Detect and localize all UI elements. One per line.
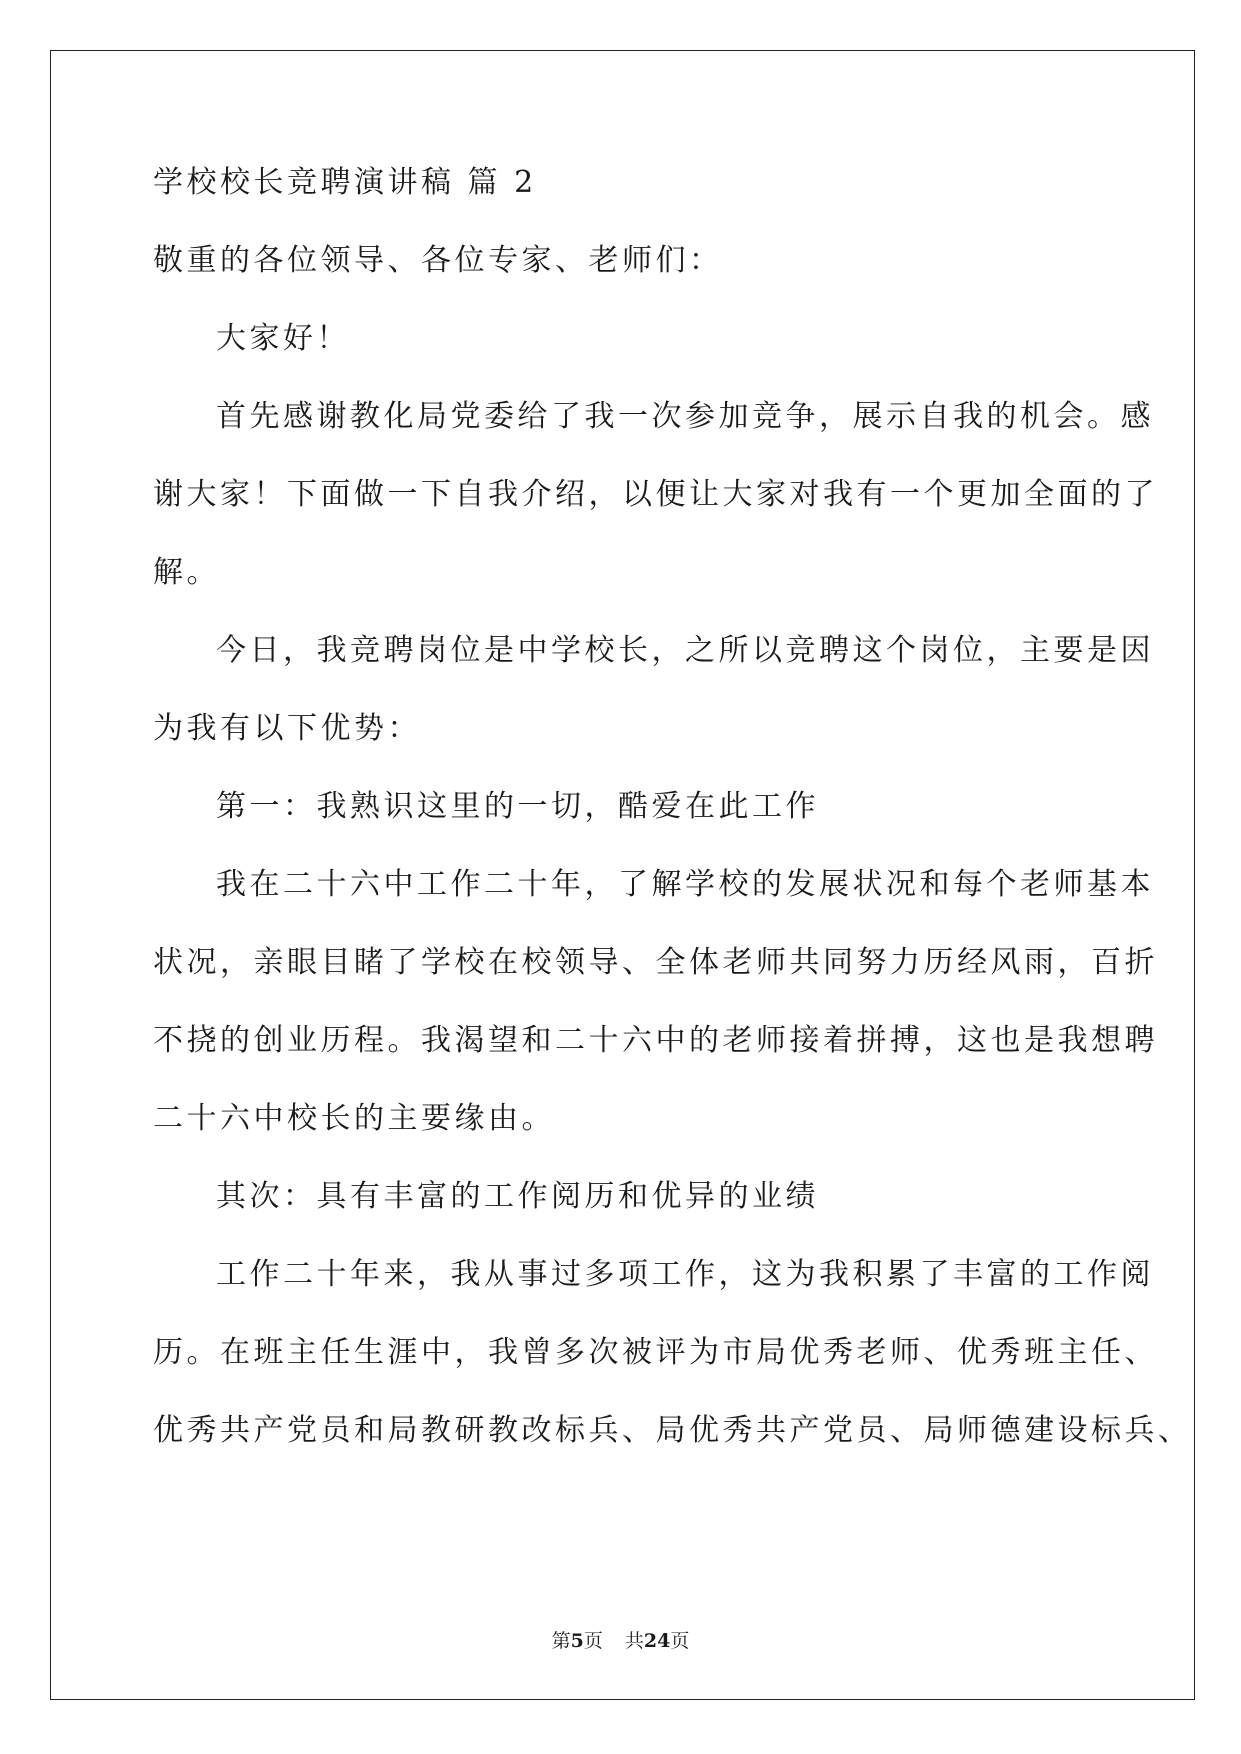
paragraph-line: 今日，我竞聘岗位是中学校长，之所以竞聘这个岗位，主要是因 (216, 633, 1154, 668)
page-prefix: 第 (551, 1630, 571, 1652)
paragraph-line: 为我有以下优势： (153, 711, 421, 746)
paragraph-line: 谢大家！下面做一下自我介绍，以便让大家对我有一个更加全面的了 (153, 477, 1158, 512)
page-suffix: 页 (583, 1630, 603, 1652)
paragraph-line: 状况，亲眼目睹了学校在校领导、全体老师共同努力历经风雨，百折 (153, 945, 1158, 980)
paragraph-line: 大家好！ (216, 321, 350, 356)
paragraph-line: 工作二十年来，我从事过多项工作，这为我积累了丰富的工作阅 (216, 1257, 1154, 1292)
total-prefix: 共 (624, 1630, 644, 1652)
page-footer (0, 1628, 1241, 1654)
paragraph-line: 不挠的创业历程。我渴望和二十六中的老师接着拼搏，这也是我想聘 (153, 1023, 1158, 1058)
salutation: 敬重的各位领导、各位专家、老师们： (153, 243, 723, 278)
section-heading: 其次：具有丰富的工作阅历和优异的业绩 (216, 1179, 819, 1214)
paragraph-line: 历。在班主任生涯中，我曾多次被评为市局优秀老师、优秀班主任、 (153, 1335, 1158, 1370)
page-number: 5 (570, 1630, 584, 1652)
section-heading: 第一：我熟识这里的一切，酷爱在此工作 (216, 789, 819, 824)
paragraph-line: 解。 (153, 555, 220, 590)
paragraph-line: 优秀共产党员和局教研教改标兵、局优秀共产党员、局师德建设标兵、 (153, 1413, 1192, 1448)
total-pages: 24 (643, 1630, 671, 1652)
paragraph-line: 二十六中校长的主要缘由。 (153, 1101, 555, 1136)
paragraph-line: 我在二十六中工作二十年，了解学校的发展状况和每个老师基本 (216, 867, 1154, 902)
paragraph-line: 首先感谢教化局党委给了我一次参加竞争，展示自我的机会。感 (216, 399, 1154, 434)
document-body (153, 164, 1192, 1490)
total-suffix: 页 (670, 1630, 690, 1652)
document-title: 学校校长竞聘演讲稿 篇 2 (153, 165, 537, 200)
